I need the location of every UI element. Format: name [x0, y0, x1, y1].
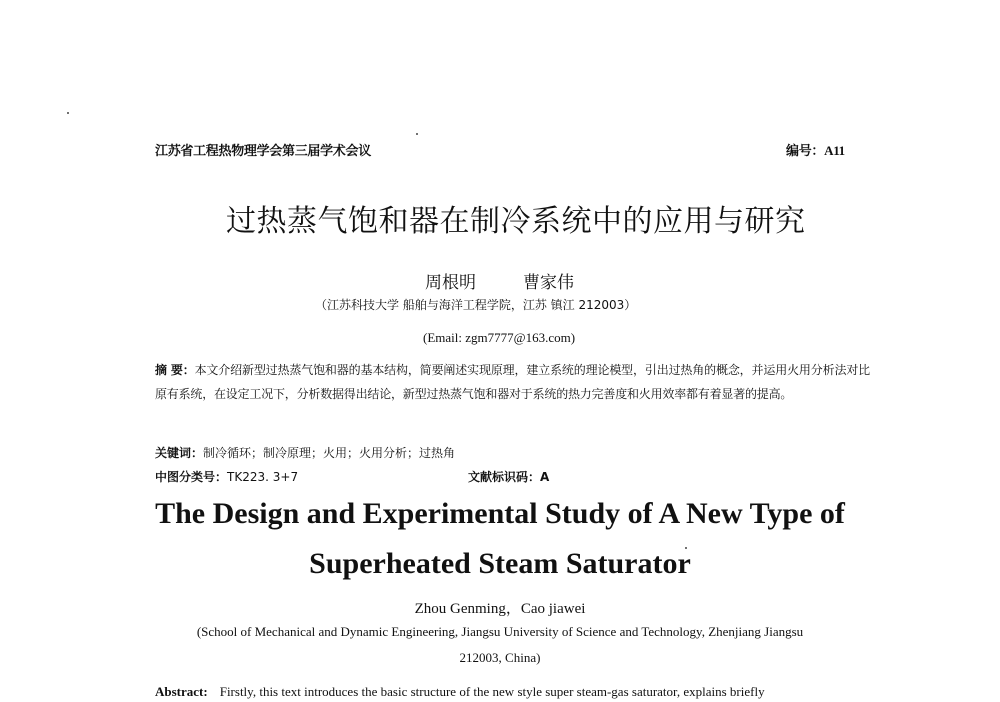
scan-speck [416, 133, 418, 135]
abstract-cn-text: 本文介绍新型过热蒸气饱和器的基本结构，简要阐述实现原理，建立系统的理论模型，引出过热角的概念，并运用火用分析法对比原有系统，在设定工况下，分析数据得出结论，新型过热蒸气饱和器对于系统的热力完善度和火用效率都有着显著的提高。 [155, 363, 870, 401]
scan-speck [67, 112, 69, 114]
abstract-en-text: Firstly, this text introduces the basic structure of the new style super steam-gas saturator, explains briefly [219, 684, 765, 699]
paper-number-value: A11 [824, 143, 845, 158]
abstract-en-label: Abstract: [155, 684, 208, 699]
keywords-cn-text: 制冷循环；制冷原理；火用；火用分析；过热角 [203, 446, 456, 460]
conference-header: 江苏省工程热物理学会第三届学术会议 [155, 144, 371, 159]
keywords-cn [155, 444, 455, 461]
paper-number-label: 编号： [786, 144, 825, 159]
title-en-line-2: Superheated Steam Saturator [309, 547, 691, 580]
author-cn-1: 周根明 [425, 273, 476, 293]
affiliation-en-line-2: 212003, China) [459, 650, 541, 665]
title-cn: 过热蒸气饱和器在制冷系统中的应用与研究 [226, 204, 806, 239]
abstract-cn [155, 358, 870, 406]
doc-code-label: 文献标识码： [468, 470, 541, 484]
clc-value: TK223. 3+7 [227, 470, 299, 484]
email: (Email: zgm7777@163.com) [423, 330, 576, 345]
author-cn-2: 曹家伟 [523, 273, 574, 293]
clc-label: 中图分类号： [155, 470, 228, 484]
affiliation-en-line-1: (School of Mechanical and Dynamic Engineering, Jiangsu University of Science and Technology, Zhenjiang Jiangsu [196, 624, 804, 639]
doc-code-value: A [540, 470, 550, 484]
authors-en: Zhou Genming，Cao jiawei [414, 601, 586, 617]
document-code [468, 468, 549, 485]
abstract-en [155, 684, 765, 700]
affiliation-cn: （江苏科技大学 船舶与海洋工程学院，江苏 镇江 212003） [315, 298, 637, 312]
keywords-cn-label: 关键词： [155, 446, 204, 460]
abstract-cn-label: 摘 要： [155, 363, 195, 377]
clc-number [155, 468, 298, 485]
paper-number [786, 140, 845, 159]
title-en-line-1: The Design and Experimental Study of A New Type of [155, 497, 845, 530]
